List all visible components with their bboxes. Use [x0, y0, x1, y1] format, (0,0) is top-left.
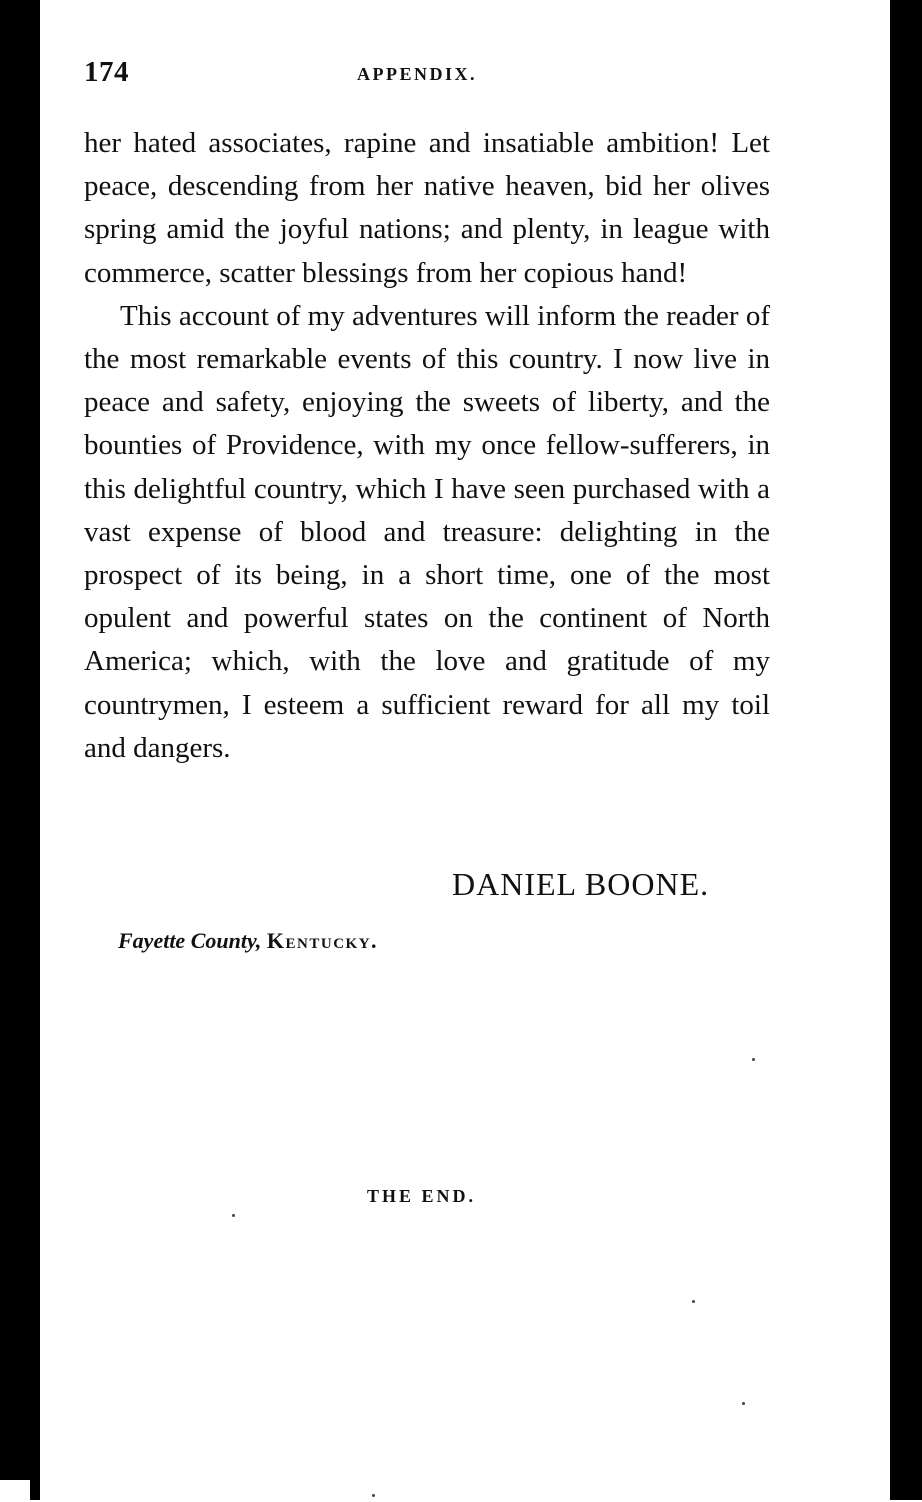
scan-speck	[752, 1058, 755, 1061]
dateline-place: Fayette County,	[118, 928, 262, 953]
page-header	[84, 56, 774, 96]
scan-speck	[372, 1494, 375, 1497]
body-text	[84, 122, 770, 770]
dateline	[118, 928, 378, 954]
running-head: APPENDIX.	[357, 64, 477, 84]
scan-border-right	[890, 0, 922, 1500]
dateline-state: Kentucky.	[266, 928, 379, 953]
page-number: 174	[84, 56, 129, 88]
scan-speck	[692, 1300, 695, 1303]
signature: DANIEL BOONE.	[452, 866, 710, 902]
scan-speck	[232, 1214, 235, 1217]
paragraph-2: This account of my adventures will inform the reader of the most remarkable events of this country. I now live in peace and safety, enjoying the sweets of liberty, and the bounties of Providence, with my once fellow-sufferers, in this delightful country, which I have seen purchased with a vast expense of blood and treasure: delighting in the prospect of its being, in a short time, one of the most opulent and powerful states on the continent of North America; which, with the love and gratitude of my countrymen, I esteem a sufficient reward for all my toil and dangers.	[84, 299, 770, 764]
scan-border-left	[0, 0, 40, 1500]
paragraph-1: her hated associates, rapine and insatiable ambition! Let peace, descending from her native heaven, bid her olives spring amid the joyful nations; and plenty, in league with commerce, scatter blessings from her copious hand!	[84, 127, 770, 289]
scan-speck	[742, 1402, 745, 1405]
scan-border-notch	[0, 1478, 30, 1502]
the-end: THE END.	[367, 1186, 477, 1206]
